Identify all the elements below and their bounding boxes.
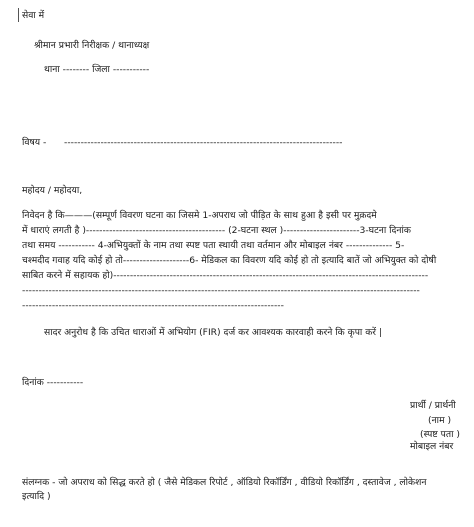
name-placeholder: (नाम ) bbox=[428, 415, 452, 426]
text-cursor bbox=[18, 8, 19, 22]
address-placeholder: (स्पष्ट पता ) bbox=[420, 429, 461, 440]
station-district-line: थाना -------- जिला ----------- bbox=[44, 64, 150, 75]
subject-label: विषय - bbox=[22, 137, 47, 148]
body-line: तथा समय ----------- 4-अभियुक्तों के नाम तथा स्पष्ट पता स्थायी तथा वर्तमान और मोबाइल नंबर -------------- 5- bbox=[22, 240, 405, 251]
mobile-placeholder: मोबाइल नंबर bbox=[410, 441, 454, 452]
body-line: में धाराएं लगती है )------------------------------------------ (2-घटना स्थल )-----------------------3-घटना दिनांक bbox=[22, 225, 411, 236]
enclosure-line: संलग्नक - जो अपराध को सिद्ध करते हो ( जैसे मेडिकल रिपोर्ट , ऑडियो रिकॉर्डिंग , वीडियो रिकॉर्डिंग , दस्तावेज , लोकेशन bbox=[22, 477, 427, 488]
subject-blank: ------------------------------------------------------------------------------------ bbox=[64, 137, 343, 148]
body-line: चश्मदीद गवाह यदि कोई हो तो--------------------6- मेडिकल का विवरण यदि कोई हो तो इत्यादि बातें जो अभियुक्त को दोषी bbox=[22, 255, 437, 266]
to-line: सेवा में bbox=[22, 10, 45, 21]
recipient-line: श्रीमान प्रभारी निरीक्षक / थानाध्यक्ष bbox=[34, 40, 150, 51]
salutation: महोदय / महोदया, bbox=[22, 185, 83, 196]
request-line: सादर अनुरोध है कि उचित धाराओं में अभियोग (FIR) दर्ज कर आवश्यक कारवाही करने कि कृपा करें | bbox=[44, 327, 383, 338]
applicant-label: प्रार्थी / प्रार्थनी bbox=[410, 400, 456, 411]
body-line: ------------------------------------------------------------------------------- bbox=[22, 300, 284, 311]
body-line: निवेदन है कि———(सम्पूर्ण विवरण घटना का जिसमे 1-अपराध जो पीड़ित के साथ हुआ है इसी पर मुक़दमे bbox=[22, 210, 377, 221]
enclosure-line-continued: इत्यादि ) bbox=[22, 491, 51, 502]
body-line: ------------------------------------------------------------------------------------------------------------------------ bbox=[22, 285, 420, 296]
date-line: दिनांक ----------- bbox=[22, 377, 84, 388]
body-line: साबित करने में सहायक हो)----------------------------------------------------------------------------------------------- bbox=[22, 270, 429, 281]
